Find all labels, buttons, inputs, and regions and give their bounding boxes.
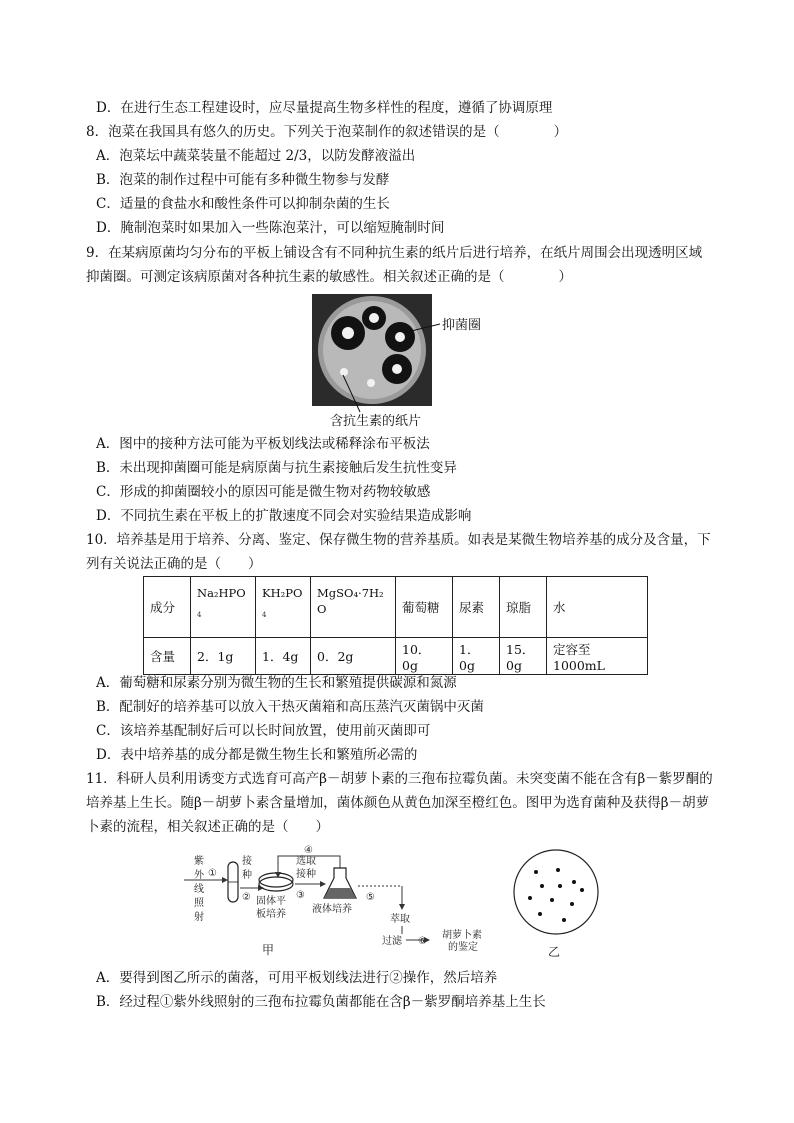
- liquid-culture-label: 液体培养: [312, 904, 352, 915]
- inoculate-char: 种: [242, 870, 252, 881]
- table-cell: 定容至 1000mL: [547, 638, 648, 675]
- question-11-stem-line1: 11．科研人员利用诱变方式选育可高产β－胡萝卜素的三孢布拉霉负菌。未突变菌不能在含有β－紫罗酮的: [86, 771, 713, 787]
- q8-option-a: A．泡菜坛中蔬菜装量不能超过 2/3，以防发酵液溢出: [96, 148, 416, 164]
- figure-jia-label: 甲: [262, 943, 275, 957]
- table-cell: 琼脂: [500, 577, 547, 638]
- q9-option-c: C．形成的抑菌圈较小的原因可能是微生物对药物较敏感: [96, 484, 431, 500]
- q10-option-b: B．配制好的培养基可以放入干热灭菌箱和高压蒸汽灭菌锅中灭菌: [96, 699, 484, 715]
- inoculate-label: 接种: [296, 869, 316, 880]
- q8-option-c: C．适量的食盐水和酸性条件可以抑制杂菌的生长: [96, 196, 390, 212]
- inoculate-char: 接: [242, 856, 252, 867]
- mgso4-label-tail: O: [317, 602, 327, 616]
- table-cell: 水: [547, 577, 648, 638]
- q9-option-d: D．不同抗生素在平板上的扩散速度不同会对实验结果造成影响: [96, 508, 472, 524]
- carotene-process-figure: [180, 842, 620, 962]
- q10-option-c: C．该培养基配制好后可以长时间放置，使用前灭菌即可: [96, 723, 431, 739]
- table-cell: 尿素: [453, 577, 500, 638]
- table-cell: 葡萄糖: [396, 577, 453, 638]
- na2hpo4-subscript: 4: [197, 611, 202, 619]
- petri-dish-icon: [259, 877, 293, 891]
- uv-char: 紫: [194, 856, 204, 867]
- filter-label: 过滤: [382, 936, 402, 947]
- step-2-marker: ②: [242, 892, 251, 903]
- step-1-marker: ①: [208, 868, 217, 879]
- colony-plate-icon: [514, 850, 598, 934]
- table-cell: 0．2g: [311, 638, 396, 675]
- na2hpo4-label: Na₂HPO: [197, 586, 246, 600]
- uv-char: 外: [194, 870, 204, 881]
- table-cell: [256, 577, 311, 638]
- uv-char: 照: [194, 898, 204, 909]
- table-header-cell: 成分: [144, 577, 191, 638]
- q9-option-a: A．图中的接种方法可能为平板划线法或稀释涂布平板法: [96, 436, 430, 452]
- question-11-stem-line2: 培养基上生长。随β－胡萝卜素含量增加，菌体颜色从黄色加深至橙红色。图甲为选育菌种及获得β－胡萝: [86, 795, 710, 811]
- q11-option-a: A．要得到图乙所示的菌落，可用平板划线法进行②操作，然后培养: [96, 970, 498, 986]
- table-cell: 10．0g: [396, 638, 453, 675]
- table-row: [144, 577, 648, 638]
- antibiotic-disc-caption: 含抗生素的纸片: [330, 414, 422, 429]
- extract-label: 萃取: [390, 914, 410, 925]
- question-9-stem-line1: 9．在某病原菌均匀分布的平板上铺设含有不同种抗生素的纸片后进行培养，在纸片周围会出现透明区域: [86, 245, 703, 261]
- figure-yi-label: 乙: [548, 945, 561, 959]
- question-8-stem: 8．泡菜在我国具有悠久的历史。下列关于泡菜制作的叙述错误的是（ ）: [86, 124, 568, 140]
- step-6-marker: ⑥: [418, 936, 427, 947]
- q8-option-d: D．腌制泡菜时如果加入一些陈泡菜汁，可以缩短腌制时间: [96, 220, 445, 236]
- q9-option-b: B．未出现抑菌圈可能是病原菌与抗生素接触后发生抗性变异: [96, 460, 457, 476]
- q7-option-d: D．在进行生态工程建设时，应尽量提高生物多样性的程度，遵循了协调原理: [96, 100, 553, 116]
- uv-char: 射: [194, 912, 204, 923]
- step-4-marker: ④: [304, 845, 313, 856]
- inhibition-zone-label: 抑菌圈: [442, 318, 482, 333]
- select-label: 选取: [296, 856, 316, 867]
- question-9-stem-line2: 抑菌圈。可测定该病原菌对各种抗生素的敏感性。相关叙述正确的是（ ）: [86, 269, 572, 285]
- table-cell: [191, 577, 256, 638]
- kh2po4-label: KH₂PO: [262, 586, 303, 600]
- solid-plate-label: 板培养: [256, 909, 286, 920]
- carotene-identify-label: 胡萝卜素: [442, 930, 482, 941]
- table-cell: 1．0g: [453, 638, 500, 675]
- table-cell: 1．4g: [256, 638, 311, 675]
- q8-option-b: B．泡菜的制作过程中可能有多种微生物参与发酵: [96, 172, 390, 188]
- carotene-identify-label: 的鉴定: [448, 942, 478, 953]
- step-3-marker: ③: [296, 890, 305, 901]
- uv-char: 线: [194, 884, 204, 895]
- question-11-stem-line3: 卜素的流程，相关叙述正确的是（ ）: [86, 819, 329, 835]
- culture-medium-table: [143, 576, 648, 675]
- table-cell: 2．1g: [191, 638, 256, 675]
- table-cell: 15．0g: [500, 638, 547, 675]
- question-10-stem-line2: 列有关说法正确的是（ ）: [86, 556, 262, 572]
- solid-plate-label: 固体平: [256, 896, 286, 907]
- table-row: [144, 638, 648, 675]
- q10-option-d: D．表中培养基的成分都是微生物生长和繁殖所必需的: [96, 747, 418, 763]
- table-header-cell: 含量: [144, 638, 191, 675]
- question-10-stem-line1: 10．培养基是用于培养、分离、鉴定、保存微生物的营养基质。如表是某微生物培养基的成分及含量，下: [86, 532, 711, 548]
- step-5-marker: ⑤: [366, 892, 375, 903]
- q10-option-a: A．葡萄糖和尿素分别为微生物的生长和繁殖提供碳源和氮源: [96, 675, 457, 691]
- table-cell: [311, 577, 396, 638]
- kh2po4-subscript: 4: [262, 611, 267, 619]
- q11-option-b: B．经过程①紫外线照射的三孢布拉霉负菌都能在含β－紫罗酮培养基上生长: [96, 994, 546, 1010]
- mgso4-label: MgSO₄·7H₂: [317, 586, 384, 600]
